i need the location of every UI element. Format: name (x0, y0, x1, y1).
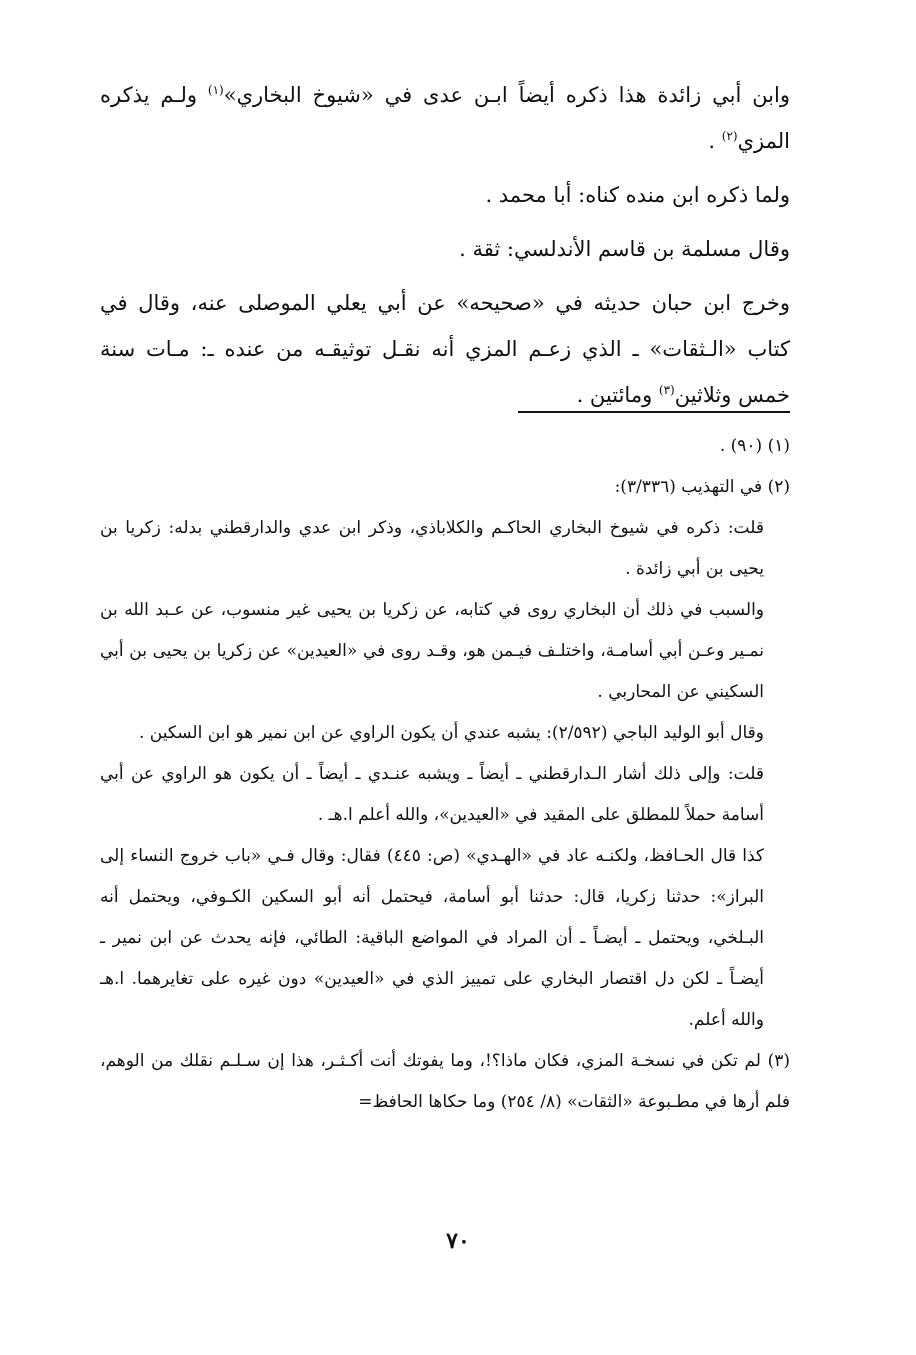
main-text (100, 72, 790, 422)
footnote-ref-1: (١) (207, 83, 224, 97)
footnote-2-quote-2: والسبب في ذلك أن البخاري روى في كتابه، عن زكريا بن يحيى غير منسوب، عن عـبد الله بن نمـير وعـن أبي أسامـة، واختلـف فيـمن هو، وقـد روى في «العيدين» عن زكريا بن يحيى بن أبي السكيني عن المحاربي . (100, 600, 764, 702)
footnote-1: (١) (٩٠) . (719, 436, 790, 456)
footnote-ref-3: (٣) (658, 383, 675, 397)
footnote-ref-2: (٢) (721, 129, 738, 143)
footnote-separator (518, 411, 790, 413)
main-paragraph-1 (100, 72, 790, 164)
main-paragraph-1-end: . (708, 129, 722, 153)
footnote-2-quote-3: وقال أبو الوليد الباجي (٢/٥٩٢): يشبه عندي أن يكون الراوي عن ابن نمير هو ابن السكين . (138, 723, 764, 743)
footnotes (100, 426, 790, 1123)
main-paragraph-4-end: ومائتين . (576, 383, 659, 407)
footnote-2-heading: (٢) في التهذيب (٣/٣٣٦): (614, 477, 790, 497)
main-paragraph-1-text: وابن أبي زائدة هذا ذكره أيضاً ابـن عدى في «شيوخ البخاري» (223, 83, 790, 107)
main-paragraph-3: وقال مسلمة بن قاسم الأندلسي: ثقة . (459, 237, 790, 261)
footnote-2-quote-1: قلت: ذكره في شيوخ البخاري الحاكـم والكلاباذي، وذكر ابن عدي والدارقطني بدله: زكريا بن يحيى بن أبي زائدة . (100, 518, 764, 579)
footnote-2-commentary: كذا قال الحـافظ، ولكنـه عاد في «الهـدي» (ص: ٤٤٥) فقال: وقال فـي «باب خروج النساء إلى البراز»: حدثنا زكريا، قال: حدثنا أبو أسامة، فيحتمل أنه أبو السكين الكـوفي، ويحتمل أنه البـلخي، ويحتمل ـ أيضـاً ـ أن المراد في المواضع الباقية: الطائي، فإنه يحدث عن ابن نمير ـ أيضـاً ـ لكن دل اقتصار البخاري على تمييز الذي في «العيدين» دون غيره على تغايرهما. ا.هـ والله أعلم. (100, 846, 764, 1030)
main-paragraph-4-text: وخرج ابن حبان حديثه في «صحيحه» عن أبي يعلي الموصلى عنه، وقال في كتاب «الـثقات» ـ الذي زعـم المزي أنه نقـل توثيقـه من عنده ـ: مـات سنة خمس وثلاثين (100, 291, 790, 407)
main-paragraph-2: ولما ذكره ابن منده كناه: أبا محمد . (485, 183, 790, 207)
page-number: ٧٠ (446, 1228, 470, 1254)
footnote-2-quote-4: قلت: وإلى ذلك أشار الـدارقطني ـ أيضاً ـ ويشبه عنـدي ـ أيضاً ـ أن يكون هو الراوي عن أبي أسامة حملاً للمطلق على المقيد في «العيدين»، والله أعلم ا.هـ . (100, 764, 764, 825)
main-paragraph-1-text-b: ولـم يذكره المزي (100, 83, 790, 153)
footnote-3: (٣) لم تكن في نسخـة المزي، فكان ماذا؟!، وما يفوتك أنت أكـثـر، هذا إن سـلـم نقلك من الوهم، فلم أرها في مطـبوعة «الثقات» (٨/ ٢٥٤) وما حكاها الحافظ= (100, 1051, 790, 1112)
main-paragraph-4 (100, 280, 790, 418)
